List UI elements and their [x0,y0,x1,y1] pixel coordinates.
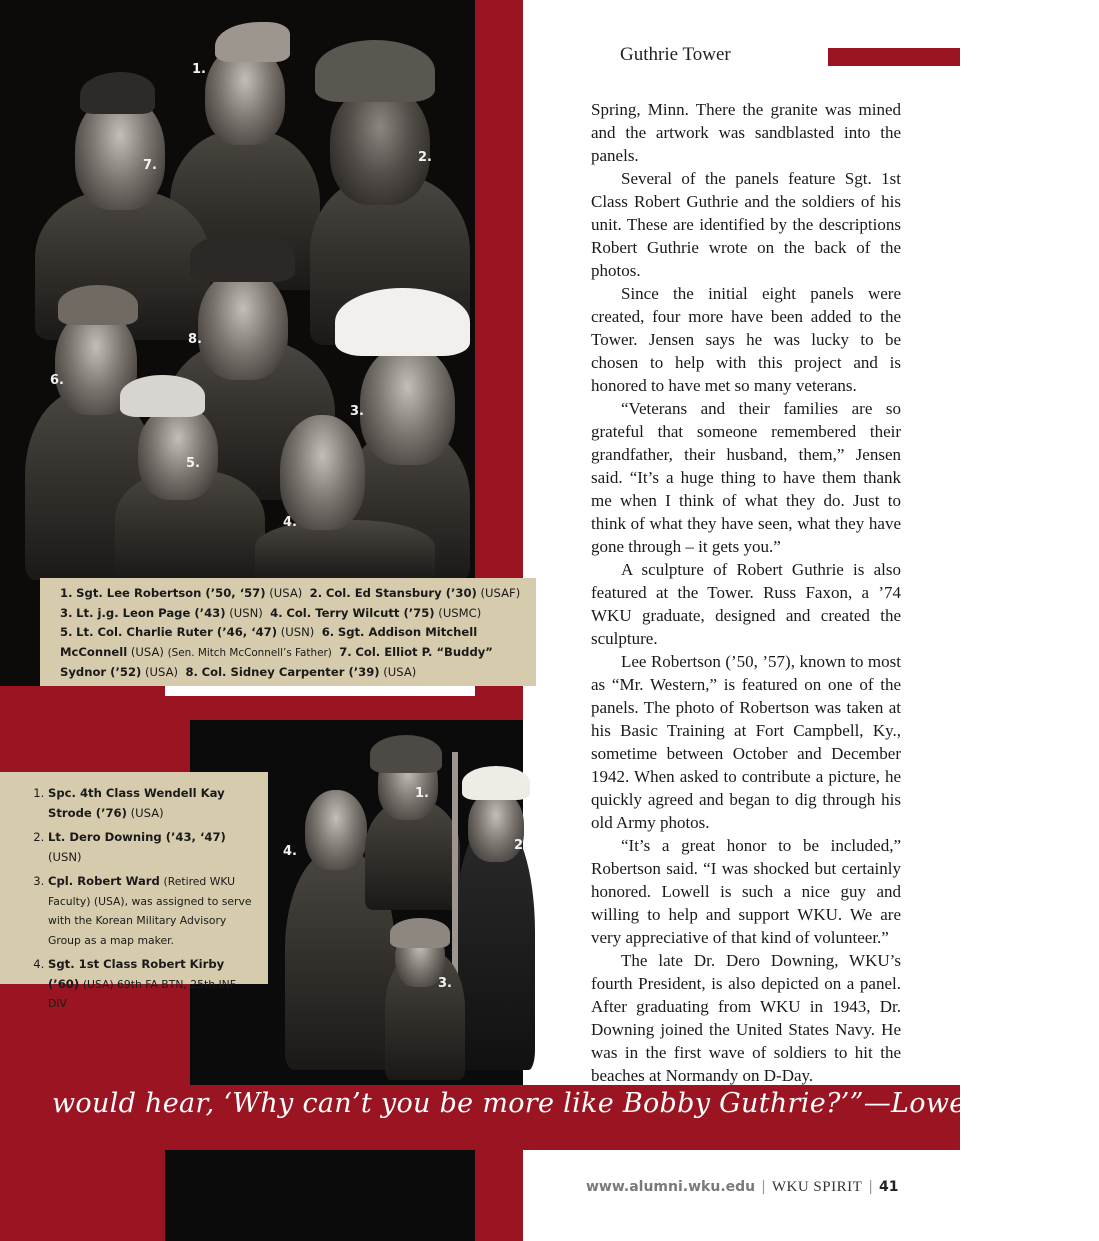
caption-name: Sgt. Addison Mitchell McConnell [60,625,478,659]
caption-num: 8. [185,665,198,679]
article-paragraph: Since the initial eight panels were created, four more have been added to the Tower. Jensen says he was lucky to be chosen to help with this project and is honored to have met so many veterans. [591,284,901,395]
figure-body [255,520,435,580]
figure-head [280,415,365,530]
caption-detail: (USA) [383,665,417,679]
article-paragraph: The late Dr. Dero Downing, WKU’s fourth President, is also depicted on a panel. After graduating from WKU in 1943, Dr. Downing joined the United States Navy. He was in the first wave of soldiers to hit the beaches at Normandy on D-Day. [591,951,901,1085]
caption-name: Lt. Col. Charlie Ruter (’46, ‘47) [76,625,278,639]
helmet [390,918,450,948]
section-title-bar [828,48,960,66]
caption-detail: (Retired WKU Faculty) (USA), was assigned to serve with the Korean Military Advisory Group as a map maker. [48,875,252,947]
helmet [370,735,442,773]
caption-detail: (USN) [280,625,315,639]
photo-label: 8. [188,332,202,347]
caption-name: Col. Sidney Carpenter (’39) [201,665,380,679]
photo-label: 6. [50,373,64,388]
figure-head [138,405,218,500]
photo-label: 3. [350,404,364,419]
photo-label: 2. [514,838,528,853]
footer-separator: | [761,1179,766,1195]
page-footer [586,1179,898,1196]
caption-extra: (Sen. Mitch McConnell’s Father) [167,646,332,659]
page-number: 41 [878,1179,899,1195]
caption-name: Cpl. Robert Ward [48,874,160,888]
article-paragraph: “It’s a great honor to be included,” Robertson said. “I was shocked but certainly honored. Lowell is such a nice guy and willing to help and support WKU. We are very appreciative of that kind of volunteer.” [591,836,901,947]
beret [80,72,155,114]
caption-detail: (USA) [130,644,164,659]
caption-name: Sgt. Lee Robertson (’50, ‘57) [76,586,266,600]
caption-name: Spc. 4th Class Wendell Kay Strode (’76) [48,786,225,820]
caption-name: Lt. j.g. Leon Page (’43) [76,605,226,620]
section-title: Guthrie Tower [620,44,731,65]
caption-detail: (USN) [229,605,263,620]
figure-head [305,790,367,870]
caption-detail: (USMC) [438,605,482,620]
caption-item [48,828,258,867]
caption-name: Col. Elliot P. “Buddy” Sydnor (’52) [60,644,493,679]
caption-num: 5. [60,625,73,639]
caption-num: 1. [60,586,73,600]
garrison-cap [215,22,290,62]
navy-cap [120,375,205,417]
veterans-photo-collage [0,0,475,580]
photo-caption-top [40,578,536,686]
article-paragraph: Spring, Minn. There the granite was mined and the artwork was sandblasted into the panels. [591,100,901,165]
caption-detail: (USA) 69th FA BTN, 25th INF DIV [48,977,236,1010]
article-body [591,98,901,1087]
photo-label: 4. [283,515,297,530]
officer-cap [315,40,435,102]
photo-label: 1. [415,786,429,801]
figure-head [360,345,455,465]
caption-item [48,872,258,950]
photo-label: 4. [283,844,297,859]
caption-name: Lt. Dero Downing (’43, ‘47) [48,830,226,844]
caption-name: Col. Terry Wilcutt (’75) [286,605,435,620]
footer-separator: | [868,1179,873,1195]
photo-caption-bottom [0,772,268,1010]
caption-num: 3. [60,605,73,620]
photo-label: 7. [143,158,157,173]
caption-name: Sgt. 1st Class Robert Kirby (’60) [48,957,225,991]
article-paragraph: A sculpture of Robert Guthrie is also featured at the Tower. Russ Faxon, a ’74 WKU graduate, designed and created the sculpture. [591,560,901,648]
photo-label: 5. [186,456,200,471]
black-lower-band [165,1150,523,1241]
photo-label: 3. [438,976,452,991]
caption-detail: (USAF) [480,586,521,600]
footer-publication: WKU SPIRIT [771,1179,863,1195]
caption-detail: (USA) [145,665,179,679]
photo-label: 2. [418,150,432,165]
caption-item [48,784,258,823]
caption-num: 4. [270,605,283,620]
caption-num: 6. [321,625,335,639]
article-paragraph: “Veterans and their families are so grateful that someone remembered their grandfather, their husband, them,” Jensen said. “It’s a huge thing to have them thank me when I think of what they do. Just to think of what they have seen, what they have gone through – it gets you.” [591,399,901,556]
caption-num: 7. [339,644,352,659]
red-vertical-band-lower [475,1150,523,1241]
article-paragraph: Lee Robertson (’50, ’57), known to most as “Mr. Western,” is featured on one of the panels. The photo of Robertson was taken at his Basic Training at Fort Campbell, Ky., sometime between October and December 1942. When asked to contribute a picture, he quickly agreed and began to dig through his old Army photos. [591,652,901,832]
caption-name: Col. Ed Stansbury (’30) [325,586,477,600]
officer-cap [190,232,295,282]
article-paragraph: Several of the panels feature Sgt. 1st Class Robert Guthrie and the soldiers of his unit. These are identified by the descriptions Robert Guthrie wrote on the back of the photos. [591,169,901,280]
navy-cap [335,288,470,356]
pull-quote: would hear, ‘Why can’t you be more like Bobby Guthrie?’”—Lowell Guthrie [52,1088,1099,1119]
caption-detail: (USA) [269,586,303,600]
photo-label: 1. [192,62,206,77]
navy-cap [462,766,530,800]
caption-item [48,955,258,1014]
figure-head [330,85,430,205]
caption-detail: (USN) [48,849,82,864]
caption-num: 2. [309,586,323,600]
red-left-band-lower [0,1150,165,1241]
caption-detail: (USA) [130,805,164,820]
footer-url[interactable]: www.alumni.wku.edu [586,1179,756,1195]
garrison-cap [58,285,138,325]
figure-head [198,270,288,380]
